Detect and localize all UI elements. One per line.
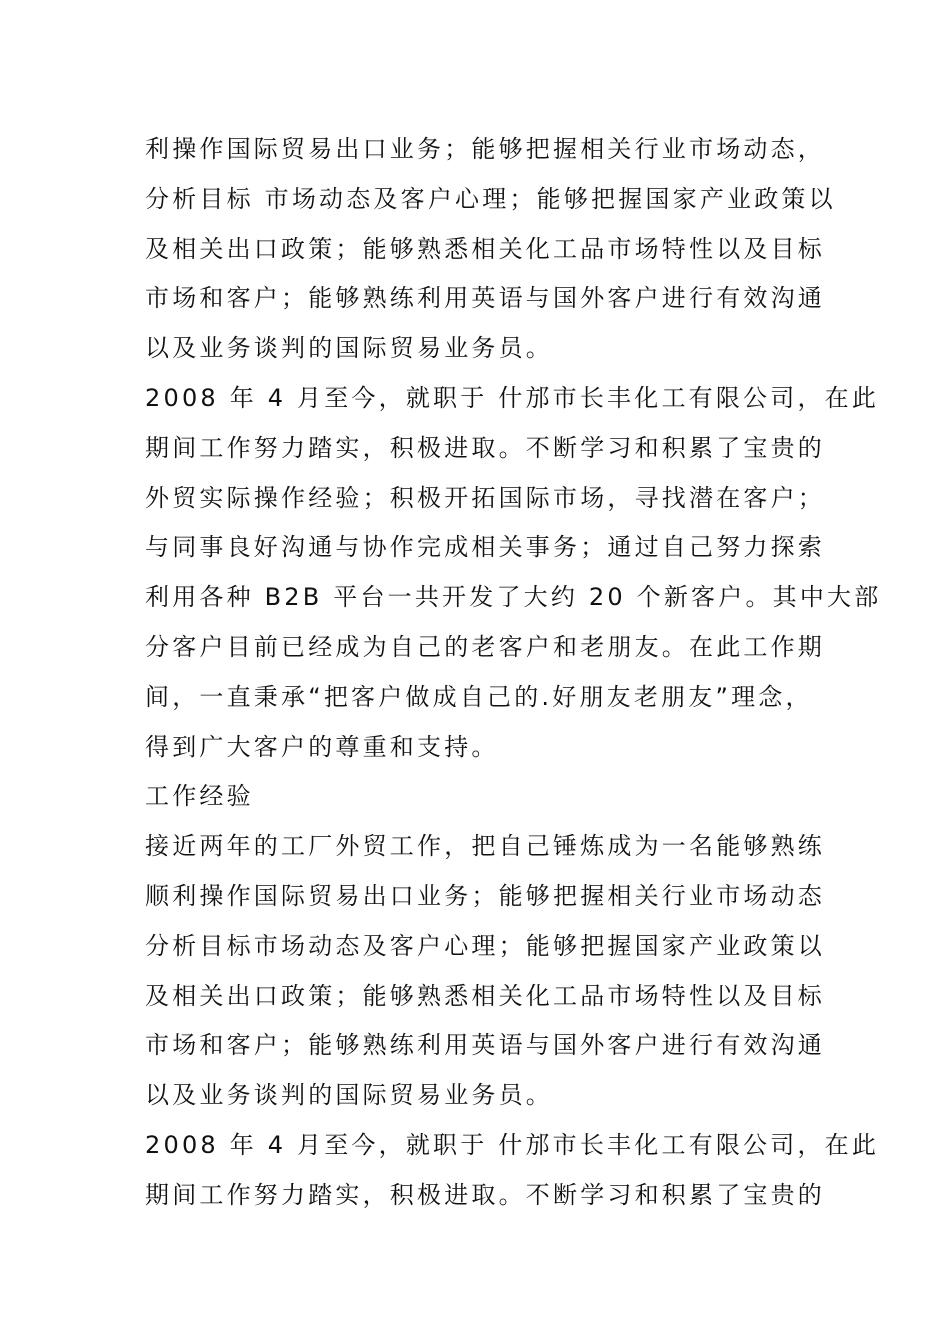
text-line-4: 市场和客户；能够熟练利用英语与国外客户进行有效沟通 xyxy=(145,284,825,313)
text-line-13: 得到广大客户的尊重和支持。 xyxy=(145,732,499,761)
text-line-20: 以及业务谈判的国际贸易业务员。 xyxy=(145,1081,553,1110)
text-line-22: 期间工作努力踏实，积极进取。不断学习和积累了宝贵的 xyxy=(145,1180,825,1209)
text-line-1: 利操作国际贸易出口业务；能够把握相关行业市场动态， xyxy=(145,135,825,163)
text-line-10: 利用各种 B2B 平台一共开发了大约 20 个新客户。其中大部 xyxy=(145,583,882,612)
text-line-19: 市场和客户；能够熟练利用英语与国外客户进行有效沟通 xyxy=(145,1031,825,1060)
text-line-2: 分析目标 市场动态及客户心理；能够把握国家产业政策以 xyxy=(145,184,836,213)
text-line-18: 及相关出口政策；能够熟悉相关化工品市场特性以及目标 xyxy=(145,981,825,1010)
text-line-15: 接近两年的工厂外贸工作，把自己锤炼成为一名能够熟练 xyxy=(145,832,825,861)
text-line-5: 以及业务谈判的国际贸易业务员。 xyxy=(145,334,553,363)
text-line-16: 顺利操作国际贸易出口业务；能够把握相关行业市场动态 xyxy=(145,881,825,910)
text-line-17: 分析目标市场动态及客户心理；能够把握国家产业政策以 xyxy=(145,931,825,960)
text-line-21: 2008 年 4 月至今，就职于 什邡市长丰化工有限公司，在此 xyxy=(145,1130,880,1159)
text-line-7: 期间工作努力踏实，积极进取。不断学习和积累了宝贵的 xyxy=(145,433,825,462)
document-body xyxy=(145,125,882,1221)
text-line-6: 2008 年 4 月至今，就职于 什邡市长丰化工有限公司，在此 xyxy=(145,383,880,412)
text-line-3: 及相关出口政策；能够熟悉相关化工品市场特性以及目标 xyxy=(145,234,825,263)
text-line-11: 分客户目前已经成为自己的老客户和老朋友。在此工作期 xyxy=(145,632,825,661)
text-line-9: 与同事良好沟通与协作完成相关事务；通过自己努力探索 xyxy=(145,533,825,562)
section-heading: 工作经验 xyxy=(145,782,254,811)
text-line-8: 外贸实际操作经验；积极开拓国际市场，寻找潜在客户； xyxy=(145,483,825,512)
text-line-12: 间，一直秉承“把客户做成自己的.好朋友老朋友”理念， xyxy=(145,682,813,711)
